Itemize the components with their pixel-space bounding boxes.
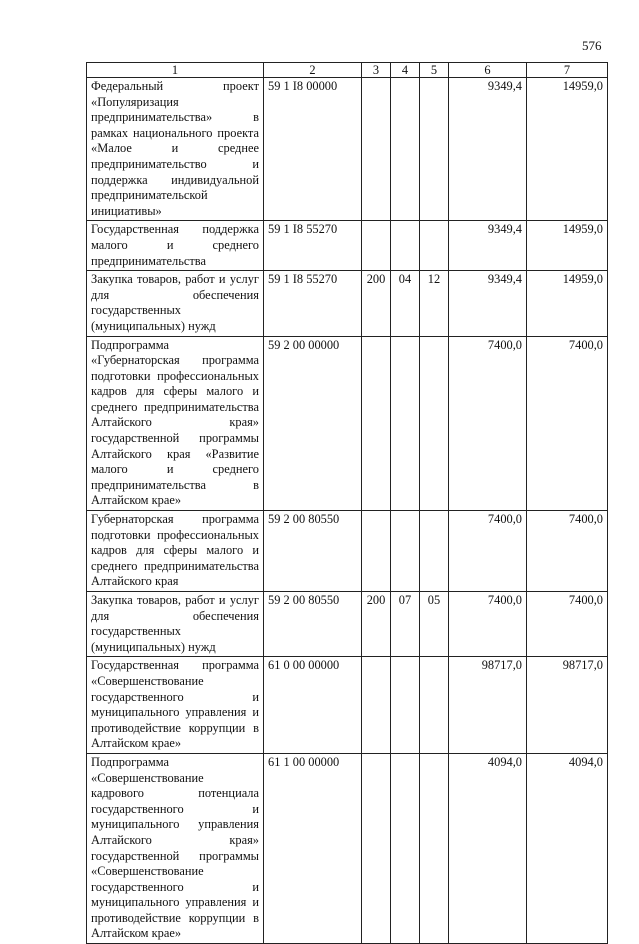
- budget-code: 59 1 I8 55270: [264, 221, 362, 271]
- amount-col7: 7400,0: [527, 511, 608, 592]
- table-row: [87, 511, 608, 592]
- budget-code: 59 2 00 00000: [264, 336, 362, 511]
- subsection: 12: [420, 271, 449, 336]
- budget-code: 59 1 I8 00000: [264, 78, 362, 221]
- section: 04: [391, 271, 420, 336]
- budget-code: 59 1 I8 55270: [264, 271, 362, 336]
- section: [391, 78, 420, 221]
- column-header: 4: [391, 63, 420, 78]
- section: [391, 221, 420, 271]
- item-name: Закупка товаров, работ и услуг для обеспечения государственных (муниципальных) нужд: [87, 271, 264, 336]
- amount-col6: 9349,4: [449, 221, 527, 271]
- table-row: [87, 657, 608, 754]
- budget-table: [86, 62, 608, 944]
- amount-col7: 7400,0: [527, 336, 608, 511]
- expense-type: [362, 336, 391, 511]
- table-row: [87, 271, 608, 336]
- item-name: Государственная программа «Совершенствование государственного и муниципального управления и противодействие коррупции в Алтайском крае»: [87, 657, 264, 754]
- section: [391, 753, 420, 943]
- budget-code: 59 2 00 80550: [264, 592, 362, 657]
- item-name: Государственная поддержка малого и среднего предпринимательства: [87, 221, 264, 271]
- subsection: [420, 221, 449, 271]
- subsection: [420, 78, 449, 221]
- table-row: [87, 753, 608, 943]
- expense-type: [362, 221, 391, 271]
- table-row: [87, 336, 608, 511]
- item-name: Закупка товаров, работ и услуг для обеспечения государственных (муниципальных) нужд: [87, 592, 264, 657]
- subsection: [420, 753, 449, 943]
- subsection: [420, 511, 449, 592]
- amount-col7: 7400,0: [527, 592, 608, 657]
- budget-code: 59 2 00 80550: [264, 511, 362, 592]
- amount-col6: 98717,0: [449, 657, 527, 754]
- amount-col6: 4094,0: [449, 753, 527, 943]
- amount-col7: 98717,0: [527, 657, 608, 754]
- budget-code: 61 1 00 00000: [264, 753, 362, 943]
- expense-type: 200: [362, 592, 391, 657]
- expense-type: [362, 511, 391, 592]
- subsection: [420, 657, 449, 754]
- amount-col7: 14959,0: [527, 271, 608, 336]
- section: [391, 336, 420, 511]
- section: 07: [391, 592, 420, 657]
- page-number: 576: [582, 38, 602, 53]
- column-header: 2: [264, 63, 362, 78]
- expense-type: [362, 78, 391, 221]
- item-name: Подпрограмма «Совершенствование кадрового потенциала государственного и муниципального управления Алтайского края» государственной программы «Совершенствование государственного и муниципального управления и противодействие коррупции в Алтайском крае»: [87, 753, 264, 943]
- amount-col6: 7400,0: [449, 511, 527, 592]
- header-row: [87, 63, 608, 78]
- column-header: 7: [527, 63, 608, 78]
- item-name: Федеральный проект «Популяризация предпринимательства» в рамках национального проекта «Малое и среднее предпринимательство и поддержка индивидуальной предпринимательской инициативы»: [87, 78, 264, 221]
- item-name: Губернаторская программа подготовки профессиональных кадров для сферы малого и среднего предпринимательства Алтайского края: [87, 511, 264, 592]
- section: [391, 511, 420, 592]
- subsection: [420, 336, 449, 511]
- column-header: 5: [420, 63, 449, 78]
- amount-col6: 9349,4: [449, 271, 527, 336]
- column-header: 6: [449, 63, 527, 78]
- table-row: [87, 78, 608, 221]
- expense-type: [362, 753, 391, 943]
- amount-col7: 4094,0: [527, 753, 608, 943]
- column-header: 1: [87, 63, 264, 78]
- expense-type: [362, 657, 391, 754]
- item-name: Подпрограмма «Губернаторская программа подготовки профессиональных кадров для сферы малого и среднего предпринимательства Алтайского края» государственной программы Алтайского края «Развитие малого и среднего предпринимательства в Алтайском крае»: [87, 336, 264, 511]
- amount-col7: 14959,0: [527, 78, 608, 221]
- section: [391, 657, 420, 754]
- column-header: 3: [362, 63, 391, 78]
- amount-col7: 14959,0: [527, 221, 608, 271]
- amount-col6: 9349,4: [449, 78, 527, 221]
- amount-col6: 7400,0: [449, 336, 527, 511]
- table-row: [87, 592, 608, 657]
- table-row: [87, 221, 608, 271]
- expense-type: 200: [362, 271, 391, 336]
- budget-code: 61 0 00 00000: [264, 657, 362, 754]
- subsection: 05: [420, 592, 449, 657]
- amount-col6: 7400,0: [449, 592, 527, 657]
